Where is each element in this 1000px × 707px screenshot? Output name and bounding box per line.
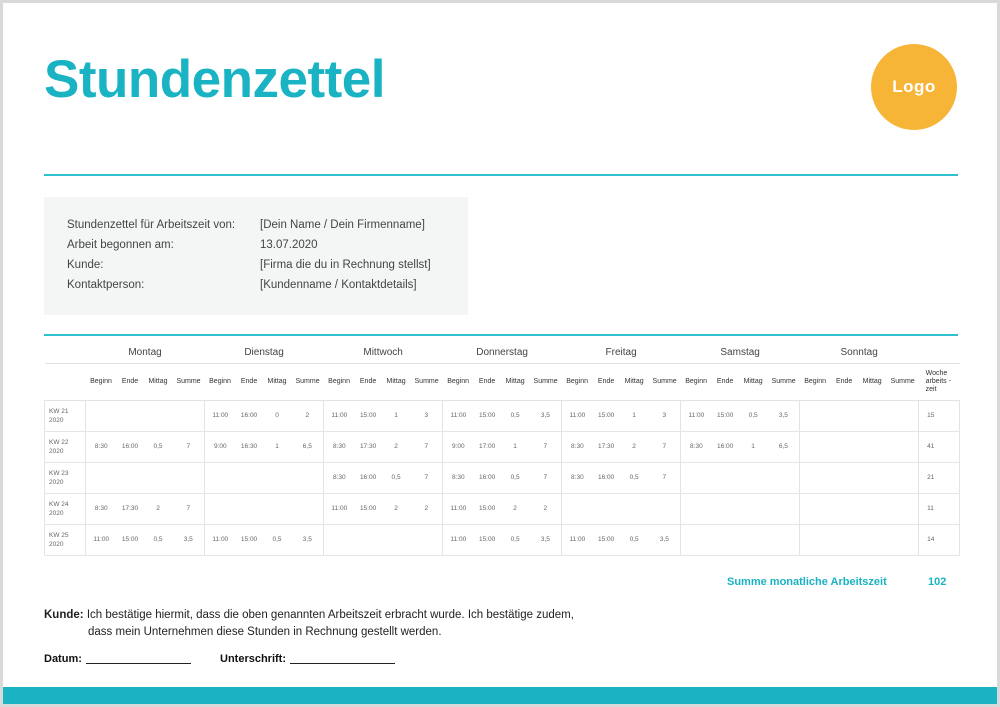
time-cell: [117, 400, 144, 431]
time-cell: [887, 524, 919, 555]
time-cell: 11:00: [205, 400, 236, 431]
time-cell: 11:00: [443, 524, 474, 555]
timesheet-page: [3, 3, 997, 704]
date-field[interactable]: [44, 653, 191, 665]
time-cell: 0,5: [144, 431, 173, 462]
sub-header-cell: Summe: [768, 363, 800, 400]
time-cell: 11:00: [324, 400, 355, 431]
sub-header-cell: Beginn: [86, 363, 117, 400]
time-cell: 0,5: [382, 462, 411, 493]
time-cell: 0: [263, 400, 292, 431]
time-cell: [205, 493, 236, 524]
time-cell: [382, 524, 411, 555]
time-cell: 11:00: [562, 400, 593, 431]
sub-header-cell: Beginn: [681, 363, 712, 400]
sub-header-cell: Mittag: [620, 363, 649, 400]
info-value: [Kundenname / Kontaktdetails]: [260, 279, 417, 291]
signature-line[interactable]: [290, 663, 395, 664]
time-cell: 2: [411, 493, 443, 524]
time-cell: 8:30: [681, 431, 712, 462]
day-header-6: Sonntag: [840, 347, 878, 359]
time-cell: 3: [411, 400, 443, 431]
time-cell: [86, 462, 117, 493]
info-row: [67, 235, 468, 255]
table-row: [45, 462, 960, 493]
time-cell: [144, 462, 173, 493]
time-cell: [858, 431, 887, 462]
time-cell: [236, 462, 263, 493]
time-cell: 0,5: [501, 462, 530, 493]
time-cell: 2: [620, 431, 649, 462]
time-cell: 3,5: [292, 524, 324, 555]
week-total: 41: [919, 431, 960, 462]
signature-field[interactable]: [220, 653, 395, 665]
day-header-0: Montag: [128, 347, 162, 359]
sub-header-cell: Summe: [530, 363, 562, 400]
time-cell: 7: [411, 431, 443, 462]
time-cell: 17:00: [474, 431, 501, 462]
time-cell: [831, 431, 858, 462]
time-cell: 0,5: [620, 462, 649, 493]
info-value: [Firma die du in Rechnung stellst]: [260, 259, 431, 271]
time-cell: [858, 400, 887, 431]
time-cell: [887, 462, 919, 493]
time-cell: 7: [649, 462, 681, 493]
sub-header-cell: Ende: [236, 363, 263, 400]
sub-header-cell: Ende: [593, 363, 620, 400]
time-cell: 3: [649, 400, 681, 431]
time-cell: 15:00: [117, 524, 144, 555]
time-cell: [712, 493, 739, 524]
time-cell: [117, 462, 144, 493]
date-line[interactable]: [86, 663, 191, 664]
timesheet-table: [44, 343, 960, 556]
time-cell: 11:00: [443, 400, 474, 431]
time-cell: 15:00: [474, 524, 501, 555]
sub-header-cell: Mittag: [501, 363, 530, 400]
week-label: KW 21 2020: [45, 400, 86, 431]
time-cell: 7: [173, 431, 205, 462]
time-cell: [292, 493, 324, 524]
sub-header-cell: Beginn: [205, 363, 236, 400]
week-label: KW 25 2020: [45, 524, 86, 555]
time-cell: [411, 524, 443, 555]
table-row: [45, 493, 960, 524]
time-cell: 11:00: [86, 524, 117, 555]
time-cell: 2: [382, 431, 411, 462]
week-total: 15: [919, 400, 960, 431]
time-cell: [768, 462, 800, 493]
sub-header-cell: Mittag: [739, 363, 768, 400]
time-cell: [712, 524, 739, 555]
sub-header-row: [45, 363, 960, 400]
time-cell: 7: [530, 462, 562, 493]
time-cell: 17:30: [355, 431, 382, 462]
info-label: Kunde:: [67, 259, 104, 271]
confirmation-text-1: Ich bestätige hiermit, dass die oben genannten Arbeitszeit erbracht wurde. Ich bestätige zudem,: [86, 609, 574, 621]
confirmation-text-2: dass mein Unternehmen diese Stunden in Rechnung gestellt werden.: [88, 626, 442, 638]
time-cell: 7: [173, 493, 205, 524]
time-cell: 16:00: [117, 431, 144, 462]
time-cell: [831, 400, 858, 431]
time-cell: 16:00: [593, 462, 620, 493]
time-cell: 2: [144, 493, 173, 524]
time-cell: [324, 524, 355, 555]
info-label: Kontaktperson:: [67, 279, 145, 291]
time-cell: [649, 493, 681, 524]
time-cell: 1: [263, 431, 292, 462]
sub-header-cell: Mittag: [382, 363, 411, 400]
time-cell: [739, 524, 768, 555]
time-cell: 7: [411, 462, 443, 493]
time-cell: 15:00: [474, 493, 501, 524]
sub-header-cell: Mittag: [858, 363, 887, 400]
time-cell: [86, 400, 117, 431]
time-cell: [355, 524, 382, 555]
info-row: [67, 275, 468, 295]
week-total: 14: [919, 524, 960, 555]
time-cell: 1: [739, 431, 768, 462]
time-cell: 2: [382, 493, 411, 524]
time-cell: [858, 524, 887, 555]
sub-header-cell: Summe: [173, 363, 205, 400]
time-cell: 8:30: [324, 431, 355, 462]
week-label: KW 23 2020: [45, 462, 86, 493]
time-cell: 1: [620, 400, 649, 431]
time-cell: [263, 493, 292, 524]
time-cell: [173, 400, 205, 431]
time-cell: [831, 462, 858, 493]
time-cell: 11:00: [562, 524, 593, 555]
time-cell: 0,5: [501, 400, 530, 431]
time-cell: [205, 462, 236, 493]
time-cell: 2: [530, 493, 562, 524]
info-row: [67, 255, 468, 275]
info-value: 13.07.2020: [260, 239, 318, 251]
monthly-total-label: Summe monatliche Arbeitszeit: [727, 576, 887, 588]
time-cell: 3,5: [649, 524, 681, 555]
time-cell: [173, 462, 205, 493]
time-cell: 11:00: [443, 493, 474, 524]
day-header-2: Mittwoch: [363, 347, 403, 359]
week-total-header: Woche arbeits -zeit: [919, 363, 960, 400]
time-cell: [620, 493, 649, 524]
time-cell: [593, 493, 620, 524]
time-cell: 8:30: [562, 462, 593, 493]
sub-header-cell: Ende: [117, 363, 144, 400]
time-cell: [800, 493, 831, 524]
time-cell: 6,5: [768, 431, 800, 462]
time-cell: [887, 400, 919, 431]
confirmation-prefix: Kunde:: [44, 609, 84, 621]
time-cell: [681, 462, 712, 493]
sub-header-cell: Mittag: [144, 363, 173, 400]
time-cell: [739, 462, 768, 493]
sub-header-cell: Beginn: [443, 363, 474, 400]
time-cell: 3,5: [530, 524, 562, 555]
time-cell: [739, 493, 768, 524]
time-cell: 11:00: [681, 400, 712, 431]
time-cell: [562, 493, 593, 524]
monthly-total-value: 102: [928, 576, 947, 588]
header-divider: [44, 174, 958, 176]
time-cell: 17:30: [117, 493, 144, 524]
day-header-3: Donnerstag: [476, 347, 528, 359]
time-cell: 8:30: [443, 462, 474, 493]
day-header-row: [45, 343, 960, 363]
date-label: Datum:: [44, 653, 82, 665]
day-header-5: Samstag: [720, 347, 760, 359]
time-cell: 16:00: [355, 462, 382, 493]
time-cell: 7: [530, 431, 562, 462]
time-cell: 0,5: [620, 524, 649, 555]
time-cell: [681, 493, 712, 524]
time-cell: [800, 431, 831, 462]
time-cell: 0,5: [501, 524, 530, 555]
sub-header-cell: Ende: [831, 363, 858, 400]
time-cell: 11:00: [324, 493, 355, 524]
time-cell: 16:00: [712, 431, 739, 462]
time-cell: [768, 493, 800, 524]
time-cell: [831, 493, 858, 524]
time-cell: 9:00: [443, 431, 474, 462]
time-cell: [236, 493, 263, 524]
table-divider: [44, 334, 958, 336]
time-cell: 15:00: [712, 400, 739, 431]
week-label: KW 22 2020: [45, 431, 86, 462]
sub-header-cell: Summe: [649, 363, 681, 400]
week-total: 21: [919, 462, 960, 493]
sub-header-cell: Mittag: [263, 363, 292, 400]
time-cell: [681, 524, 712, 555]
time-cell: [831, 524, 858, 555]
time-cell: [887, 431, 919, 462]
time-cell: [858, 493, 887, 524]
info-label: Stundenzettel für Arbeitszeit von:: [67, 219, 236, 231]
time-cell: 2: [501, 493, 530, 524]
sub-header-cell: Beginn: [800, 363, 831, 400]
time-cell: 17:30: [593, 431, 620, 462]
day-header-4: Freitag: [605, 347, 637, 359]
time-cell: [263, 462, 292, 493]
info-box: [44, 197, 468, 315]
time-cell: 9:00: [205, 431, 236, 462]
time-cell: [800, 524, 831, 555]
time-cell: [292, 462, 324, 493]
confirmation-line-1: [44, 607, 574, 624]
time-cell: 1: [382, 400, 411, 431]
time-cell: [144, 400, 173, 431]
table-row: [45, 524, 960, 555]
time-cell: 16:30: [236, 431, 263, 462]
time-cell: 1: [501, 431, 530, 462]
time-cell: 8:30: [324, 462, 355, 493]
time-cell: 8:30: [86, 493, 117, 524]
time-cell: 7: [649, 431, 681, 462]
time-cell: 8:30: [86, 431, 117, 462]
time-cell: 15:00: [355, 400, 382, 431]
info-value: [Dein Name / Dein Firmenname]: [260, 219, 425, 231]
sub-header-cell: Beginn: [324, 363, 355, 400]
sub-header-cell: Summe: [887, 363, 919, 400]
time-cell: 15:00: [593, 524, 620, 555]
time-cell: 3,5: [173, 524, 205, 555]
customer-confirmation: [44, 607, 574, 641]
time-cell: 6,5: [292, 431, 324, 462]
corner-cell-right: [919, 343, 960, 363]
time-cell: [887, 493, 919, 524]
time-cell: 15:00: [593, 400, 620, 431]
time-cell: 16:00: [236, 400, 263, 431]
time-cell: 16:00: [474, 462, 501, 493]
time-cell: 0,5: [263, 524, 292, 555]
logo-placeholder: Logo: [871, 44, 957, 130]
info-label: Arbeit begonnen am:: [67, 239, 174, 251]
time-cell: 15:00: [474, 400, 501, 431]
time-cell: [712, 462, 739, 493]
sub-header-cell: Summe: [411, 363, 443, 400]
sub-header-cell: Beginn: [562, 363, 593, 400]
sub-header-cell: Ende: [474, 363, 501, 400]
footer-bar: [3, 687, 997, 704]
corner-cell: [45, 343, 86, 363]
week-total: 11: [919, 493, 960, 524]
sub-header-cell: Ende: [355, 363, 382, 400]
table-row: [45, 400, 960, 431]
info-row: [67, 215, 468, 235]
time-cell: [858, 462, 887, 493]
time-cell: 0,5: [144, 524, 173, 555]
time-cell: 11:00: [205, 524, 236, 555]
time-cell: 8:30: [562, 431, 593, 462]
week-header-cell: [45, 363, 86, 400]
time-cell: [768, 524, 800, 555]
time-cell: 0,5: [739, 400, 768, 431]
table-row: [45, 431, 960, 462]
sub-header-cell: Ende: [712, 363, 739, 400]
week-label: KW 24 2020: [45, 493, 86, 524]
time-cell: 3,5: [768, 400, 800, 431]
time-cell: 15:00: [355, 493, 382, 524]
time-cell: [800, 462, 831, 493]
time-cell: 2: [292, 400, 324, 431]
time-cell: 3,5: [530, 400, 562, 431]
signature-label: Unterschrift:: [220, 653, 287, 665]
day-header-1: Dienstag: [244, 347, 284, 359]
time-cell: [800, 400, 831, 431]
time-cell: 15:00: [236, 524, 263, 555]
sub-header-cell: Summe: [292, 363, 324, 400]
page-title: Stundenzettel: [44, 50, 385, 109]
